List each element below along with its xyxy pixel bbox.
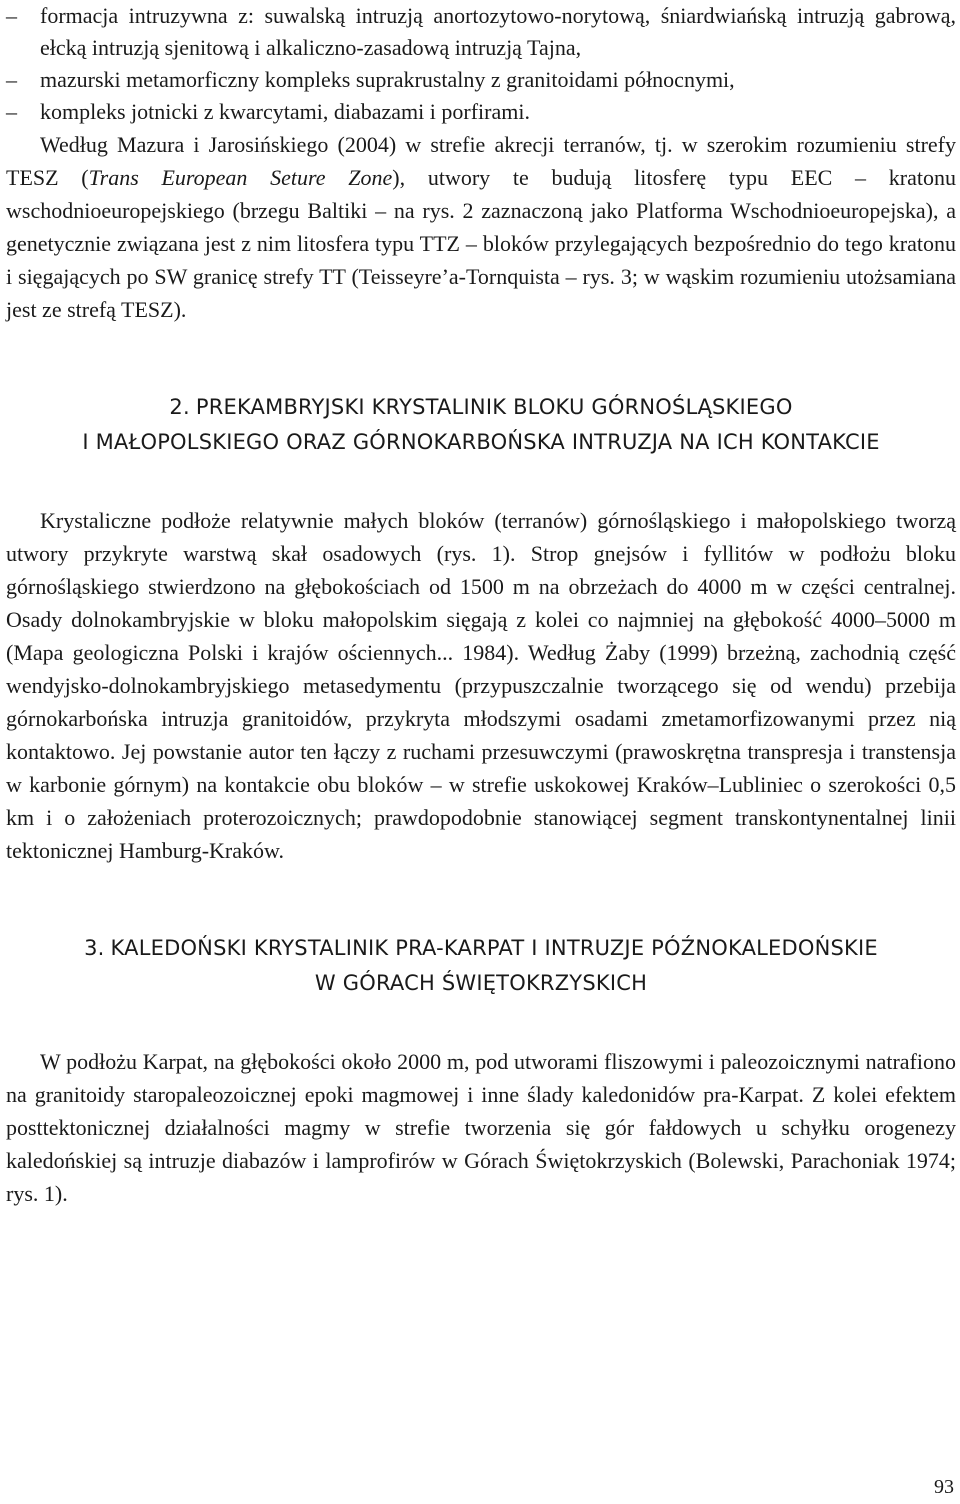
intro-text-after: ), utwory te budują litosferę typu EEC – kratonu wschodnioeuropejskiego (brzegu Baltiki – na rys. 2 zaznaczoną jako Platforma Wschodnioeuropejska), a genetycznie związana jest z nim litosfera typu TTZ – bloków przylegających bezpośrednio do tego kratonu i sięgających po SW granicę strefy TT (Teisseyre’a-Tornquista – rys. 3; w wąskim rozumieniu utożsamiana jest ze strefą TESZ). [6,165,956,322]
list-dash: – [6,99,17,124]
list-item-text: formacja intruzywna z: suwalską intruzją anortozytowo-norytową, śniardwiańską intruzją gabrową, ełcką intruzją sjenitową i alkaliczno-zasadową intruzją Tajna, [40,3,956,60]
list-item [6,64,956,96]
section-3-title-text-1: KALEDOŃSKI KRYSTALINIK PRA-KARPAT I INTRUZJE PÓŹNOKALEDOŃSKIE [110,936,878,960]
list-dash: – [6,3,17,28]
section-3-title-line-1 [6,931,956,966]
list-item [6,0,956,64]
intro-paragraph [6,128,956,326]
list-item-text: kompleks jotnicki z kwarcytami, diabazami i porfirami. [40,99,530,124]
section-3-title-line-2: W GÓRACH ŚWIĘTOKRZYSKICH [314,971,648,995]
intro-text-before: Według Mazura i Jarosińskiego (2004) w strefie akrecji terranów, tj. w szerokim rozumieniu strefy TESZ ( [6,132,956,190]
list-item-text: mazurski metamorficzny kompleks suprakrustalny z granitoidami północnymi, [40,67,735,92]
list-item [6,96,956,128]
section-2-title-text-1: PREKAMBRYJSKI KRYSTALINIK BLOKU GÓRNOŚLĄSKIEGO [195,395,793,419]
section-2-body: Krystaliczne podłoże relatywnie małych bloków (terranów) górnośląskiego i małopolskiego tworzą utwory przykryte warstwą skał osadowych (rys. 1). Strop gnejsów i fyllitów w podłożu bloku górnośląskiego stwierdzono na głębokościach od 1500 m na obrzeżach do 4000 m w części centralnej. Osady dolnokambryjskie w bloku małopolskim sięgają z kolei co najmniej na głębokość 4000–5000 m (Mapa geologiczna Polski i krajów ościennych... 1984). Według Żaby (1999) brzeżną, zachodnią część wendyjsko-dolnokambryjskiego metasedymentu (przypuszczalnie tworzącego się od wendu) przebija górnokarbońska intruzja granitoidów, przykryta młodszymi osadami zmetamorfizowanymi przez nią kontaktowo. Jej powstanie autor ten łączy z ruchami przesuwczymi (prawoskrętna transpresja i transtensja w karbonie górnym) na kontakcie obu bloków – w strefie uskokowej Kraków–Lubliniec o szerokości 0,5 km i o założeniach proterozoicznych; prawdopodobnie stanowiącej segment transkontynentalnej linii tektonicznej Hamburg-Kraków. [6,508,956,863]
section-2-title-line-1 [6,390,956,425]
section-3-number: 3. [84,936,105,960]
list-dash: – [6,67,17,92]
section-3-body: W podłożu Karpat, na głębokości około 2000 m, pod utworami fliszowymi i paleozoicznymi natrafiono na granitoidy staropaleozoicznej epoki magmowej i inne ślady kaledonidów pra-Karpat. Z kolei efektem posttektonicznej działalności magmy w strefie tworzenia się gór fałdowych u schyłku orogenezy kaledońskiej są intruzje diabazów i lamprofirów w Górach Świętokrzyskich (Bolewski, Parachoniak 1974; rys. 1). [6,1049,956,1206]
section-2-heading [6,390,956,460]
section-2-number: 2. [169,395,190,419]
section-2-title-line-2: I MAŁOPOLSKIEGO ORAZ GÓRNOKARBOŃSKA INTRUZJA NA ICH KONTAKCIE [82,430,880,454]
page-number: 93 [934,1476,954,1498]
formation-list [6,0,956,128]
section-3-heading [6,931,956,1001]
document-page [6,0,956,1210]
intro-italic-term: Trans European Seture Zone [88,165,393,190]
